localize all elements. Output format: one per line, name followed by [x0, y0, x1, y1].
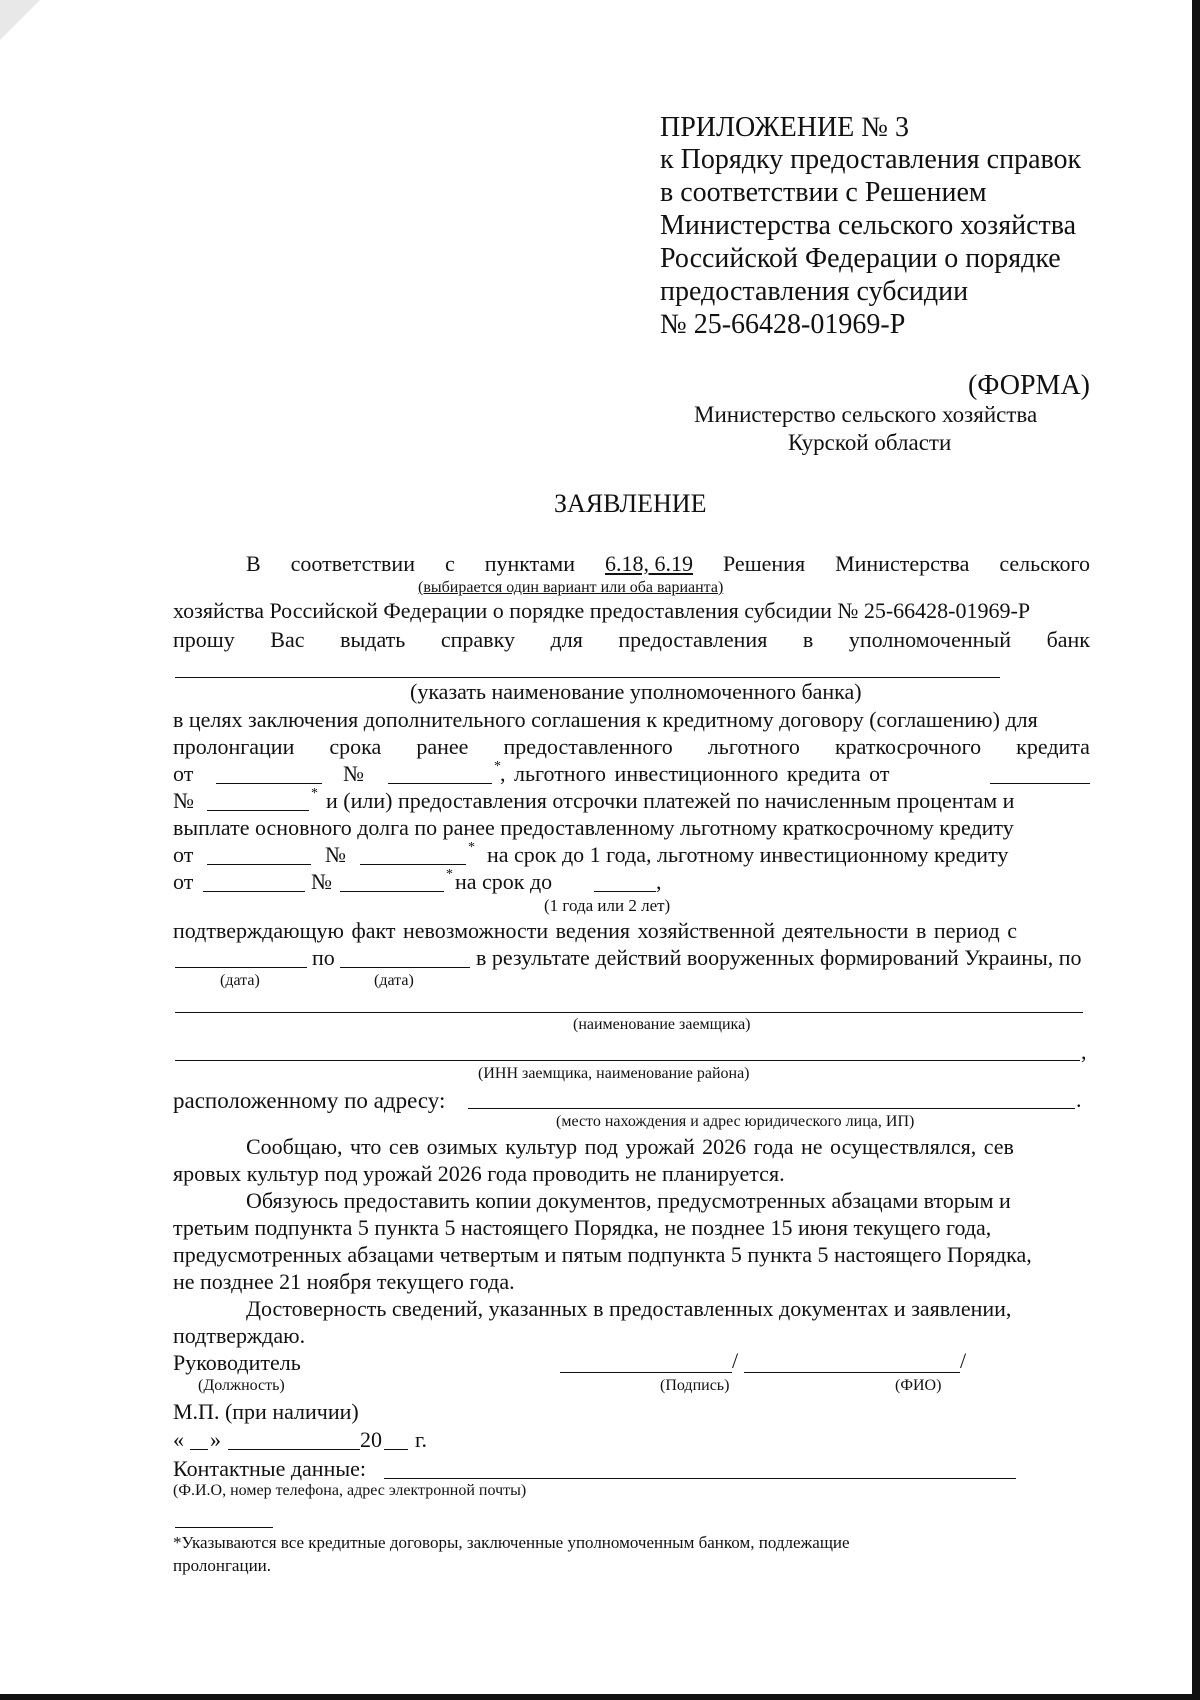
asterisk: * — [468, 840, 475, 855]
paragraph-1-line-1 — [246, 551, 1090, 577]
from-label: от — [173, 869, 194, 894]
short-credit-date-field[interactable] — [207, 864, 311, 865]
word: предоставленного — [503, 734, 673, 759]
number-sign: № — [343, 761, 364, 786]
word: Вас — [270, 627, 305, 652]
month-field[interactable] — [228, 1449, 360, 1450]
word: краткосрочного — [834, 734, 982, 759]
addressee-line: Министерство сельского хозяйства — [694, 402, 1038, 427]
paragraph-4-line-4: не позднее 21 ноября текущего года. — [173, 1269, 515, 1294]
word: для — [550, 627, 583, 652]
contract-number-field[interactable] — [388, 783, 492, 784]
word: льготного — [707, 734, 800, 759]
sign-label: (Подпись) — [660, 1377, 730, 1394]
stamp-note: М.П. (при наличии) — [173, 1399, 359, 1424]
borrower-name-field[interactable] — [175, 1012, 1083, 1013]
address-field[interactable] — [468, 1108, 1075, 1109]
paragraph-1-line-3 — [173, 627, 1090, 653]
paragraph-5-line-2: подтверждаю. — [173, 1323, 306, 1348]
appendix-line: к Порядку предоставления справок — [660, 144, 1082, 175]
paragraph-2-line-2 — [173, 734, 1090, 760]
paragraph-2-line-7: на срок до — [455, 869, 553, 894]
appendix-line: предоставления субсидии — [660, 276, 969, 307]
year-field[interactable] — [384, 1449, 408, 1450]
contacts-field[interactable] — [384, 1478, 1016, 1479]
inn-label: (ИНН заемщика, наименование района) — [478, 1065, 750, 1082]
contract-date-field[interactable] — [216, 783, 322, 784]
bank-field-label: (указать наименование уполномоченного банка) — [410, 679, 862, 704]
paragraph-2-line-4: и (или) предоставления отсрочки платежей по начисленным процентам и — [326, 788, 1015, 813]
year-suffix: г. — [415, 1427, 428, 1452]
word: предоставления — [618, 627, 768, 652]
paragraph-3-line-2: яровых культур под урожай 2026 года проводить не планируется. — [173, 1161, 785, 1186]
invest-credit-number-field-2[interactable] — [340, 891, 444, 892]
number-sign: № — [325, 842, 346, 867]
borrower-inn-field[interactable] — [175, 1060, 1080, 1061]
deferral-term-field[interactable] — [594, 891, 656, 892]
document-title: ЗАЯВЛЕНИЕ — [554, 489, 707, 518]
contacts-hint: (Ф.И.О, номер телефона, адрес электронной почты) — [173, 1482, 527, 1499]
footnote-line-1: *Указываются все кредитные договоры, заключенные уполномоченным банком, подлежащие — [173, 1533, 850, 1552]
investment-credit-date-field[interactable] — [990, 783, 1090, 784]
form-label: (ФОРМА) — [967, 370, 1090, 401]
word: с — [444, 551, 455, 576]
borrower-label: (наименование заемщика) — [573, 1016, 751, 1033]
word: кредита — [1016, 734, 1090, 759]
word: справку — [440, 627, 515, 652]
day-field[interactable] — [190, 1449, 208, 1450]
choice-note: (выбирается один вариант или оба варианта) — [418, 579, 724, 596]
date-label: (дата) — [374, 972, 414, 989]
contacts-label: Контактные данные: — [173, 1456, 366, 1481]
appendix-title: ПРИЛОЖЕНИЕ № 3 — [660, 112, 909, 143]
date-close-quote: » — [210, 1427, 221, 1452]
word: срока — [329, 734, 382, 759]
fio-field[interactable] — [744, 1372, 960, 1373]
number-sign: № — [311, 869, 332, 894]
number-sign: № — [173, 788, 194, 813]
paragraph-2-line-1: в целях заключения дополнительного соглашения к кредитному договору (соглашению) для — [173, 707, 1038, 732]
word: Министерства — [835, 551, 970, 576]
from-label: от — [173, 761, 194, 786]
appendix-line: Российской Федерации о порядке — [660, 243, 1061, 274]
period: . — [1076, 1087, 1082, 1112]
year-prefix: 20 — [360, 1427, 382, 1452]
scan-corner-shadow — [0, 0, 40, 40]
word: пролонгации — [173, 734, 295, 759]
word: прошу — [173, 627, 235, 652]
word: сельского — [999, 551, 1090, 576]
address-label: (место нахождения и адрес юридического лица, ИП) — [556, 1113, 915, 1130]
appendix-line: в соответствии с Решением — [660, 177, 987, 208]
paragraph-4-line-3: предусмотренных абзацами четвертым и пятым подпункта 5 пункта 5 настоящего Порядка, — [173, 1242, 1032, 1267]
paragraph-3-line-1: Сообщаю, что сев озимых культур под урожай 2026 года не осуществлялся, сев — [246, 1134, 1014, 1159]
footnote-separator — [175, 1527, 273, 1528]
word: пунктами — [484, 551, 576, 576]
paragraph-5-line-1: Достоверность сведений, указанных в предоставленных документах и заявлении, — [246, 1296, 1012, 1321]
word: В — [246, 551, 261, 576]
comma: , — [656, 869, 662, 894]
fio-label: (ФИО) — [895, 1377, 942, 1394]
date-open-quote: « — [173, 1427, 184, 1452]
word: в — [802, 627, 814, 652]
scan-edge-bottom — [0, 1694, 1200, 1700]
points-reference: 6.18, 6.19 — [605, 551, 693, 576]
period-start-date-field[interactable] — [175, 967, 307, 968]
slash: / — [960, 1348, 967, 1373]
paragraph-2-line-8: подтверждающую факт невозможности ведения хозяйственной деятельности в период с — [173, 918, 1017, 943]
word: банк — [1046, 627, 1090, 652]
slash: / — [732, 1348, 739, 1373]
signature-field[interactable] — [560, 1372, 732, 1373]
paragraph-2-line-3: , льготного инвестиционного кредита от — [500, 761, 890, 786]
word: ранее — [416, 734, 469, 759]
position-label: (Должность) — [198, 1377, 285, 1394]
word: уполномоченный — [848, 627, 1011, 652]
date-label: (дата) — [220, 972, 260, 989]
to-label: по — [312, 945, 335, 970]
asterisk: * — [494, 759, 501, 774]
addressee-line: Курской области — [788, 430, 952, 455]
paragraph-2-line-9: в результате действий вооруженных формирований Украины, по — [476, 945, 1082, 970]
bank-name-field[interactable] — [175, 677, 1000, 678]
paragraph-4-line-1: Обязуюсь предоставить копии документов, предусмотренных абзацами вторым и — [246, 1188, 1011, 1213]
from-label: от — [173, 842, 194, 867]
asterisk: * — [311, 786, 318, 801]
address-prefix: расположенному по адресу: — [173, 1088, 446, 1113]
scan-edge-right — [1192, 0, 1200, 1700]
paragraph-2-line-5: выплате основного долга по ранее предоставленному льготному краткосрочному кредиту — [173, 815, 1014, 840]
word: выдать — [340, 627, 406, 652]
word: соответствии — [290, 551, 415, 576]
appendix-line: Министерства сельского хозяйства — [660, 210, 1077, 241]
appendix-line: № 25-66428-01969-Р — [660, 309, 906, 340]
paragraph-4-line-2: третьим подпункта 5 пункта 5 настоящего Порядка, не позднее 15 июня текущего года, — [173, 1215, 992, 1240]
word: Решения — [722, 551, 806, 576]
invest-credit-date-field-2[interactable] — [203, 891, 305, 892]
comma: , — [1081, 1039, 1087, 1064]
signatory-role: Руководитель — [173, 1350, 301, 1375]
footnote-line-2: пролонгации. — [173, 1556, 272, 1575]
term-note: (1 года или 2 лет) — [544, 896, 671, 915]
period-end-date-field[interactable] — [340, 967, 470, 968]
paragraph-1-line-2: хозяйства Российской Федерации о порядке предоставления субсидии № 25-66428-01969-Р — [173, 598, 1031, 623]
investment-credit-number-field[interactable] — [207, 810, 309, 811]
asterisk: * — [446, 867, 453, 882]
paragraph-2-line-6: на срок до 1 года, льготному инвестиционному кредиту — [487, 842, 1009, 867]
